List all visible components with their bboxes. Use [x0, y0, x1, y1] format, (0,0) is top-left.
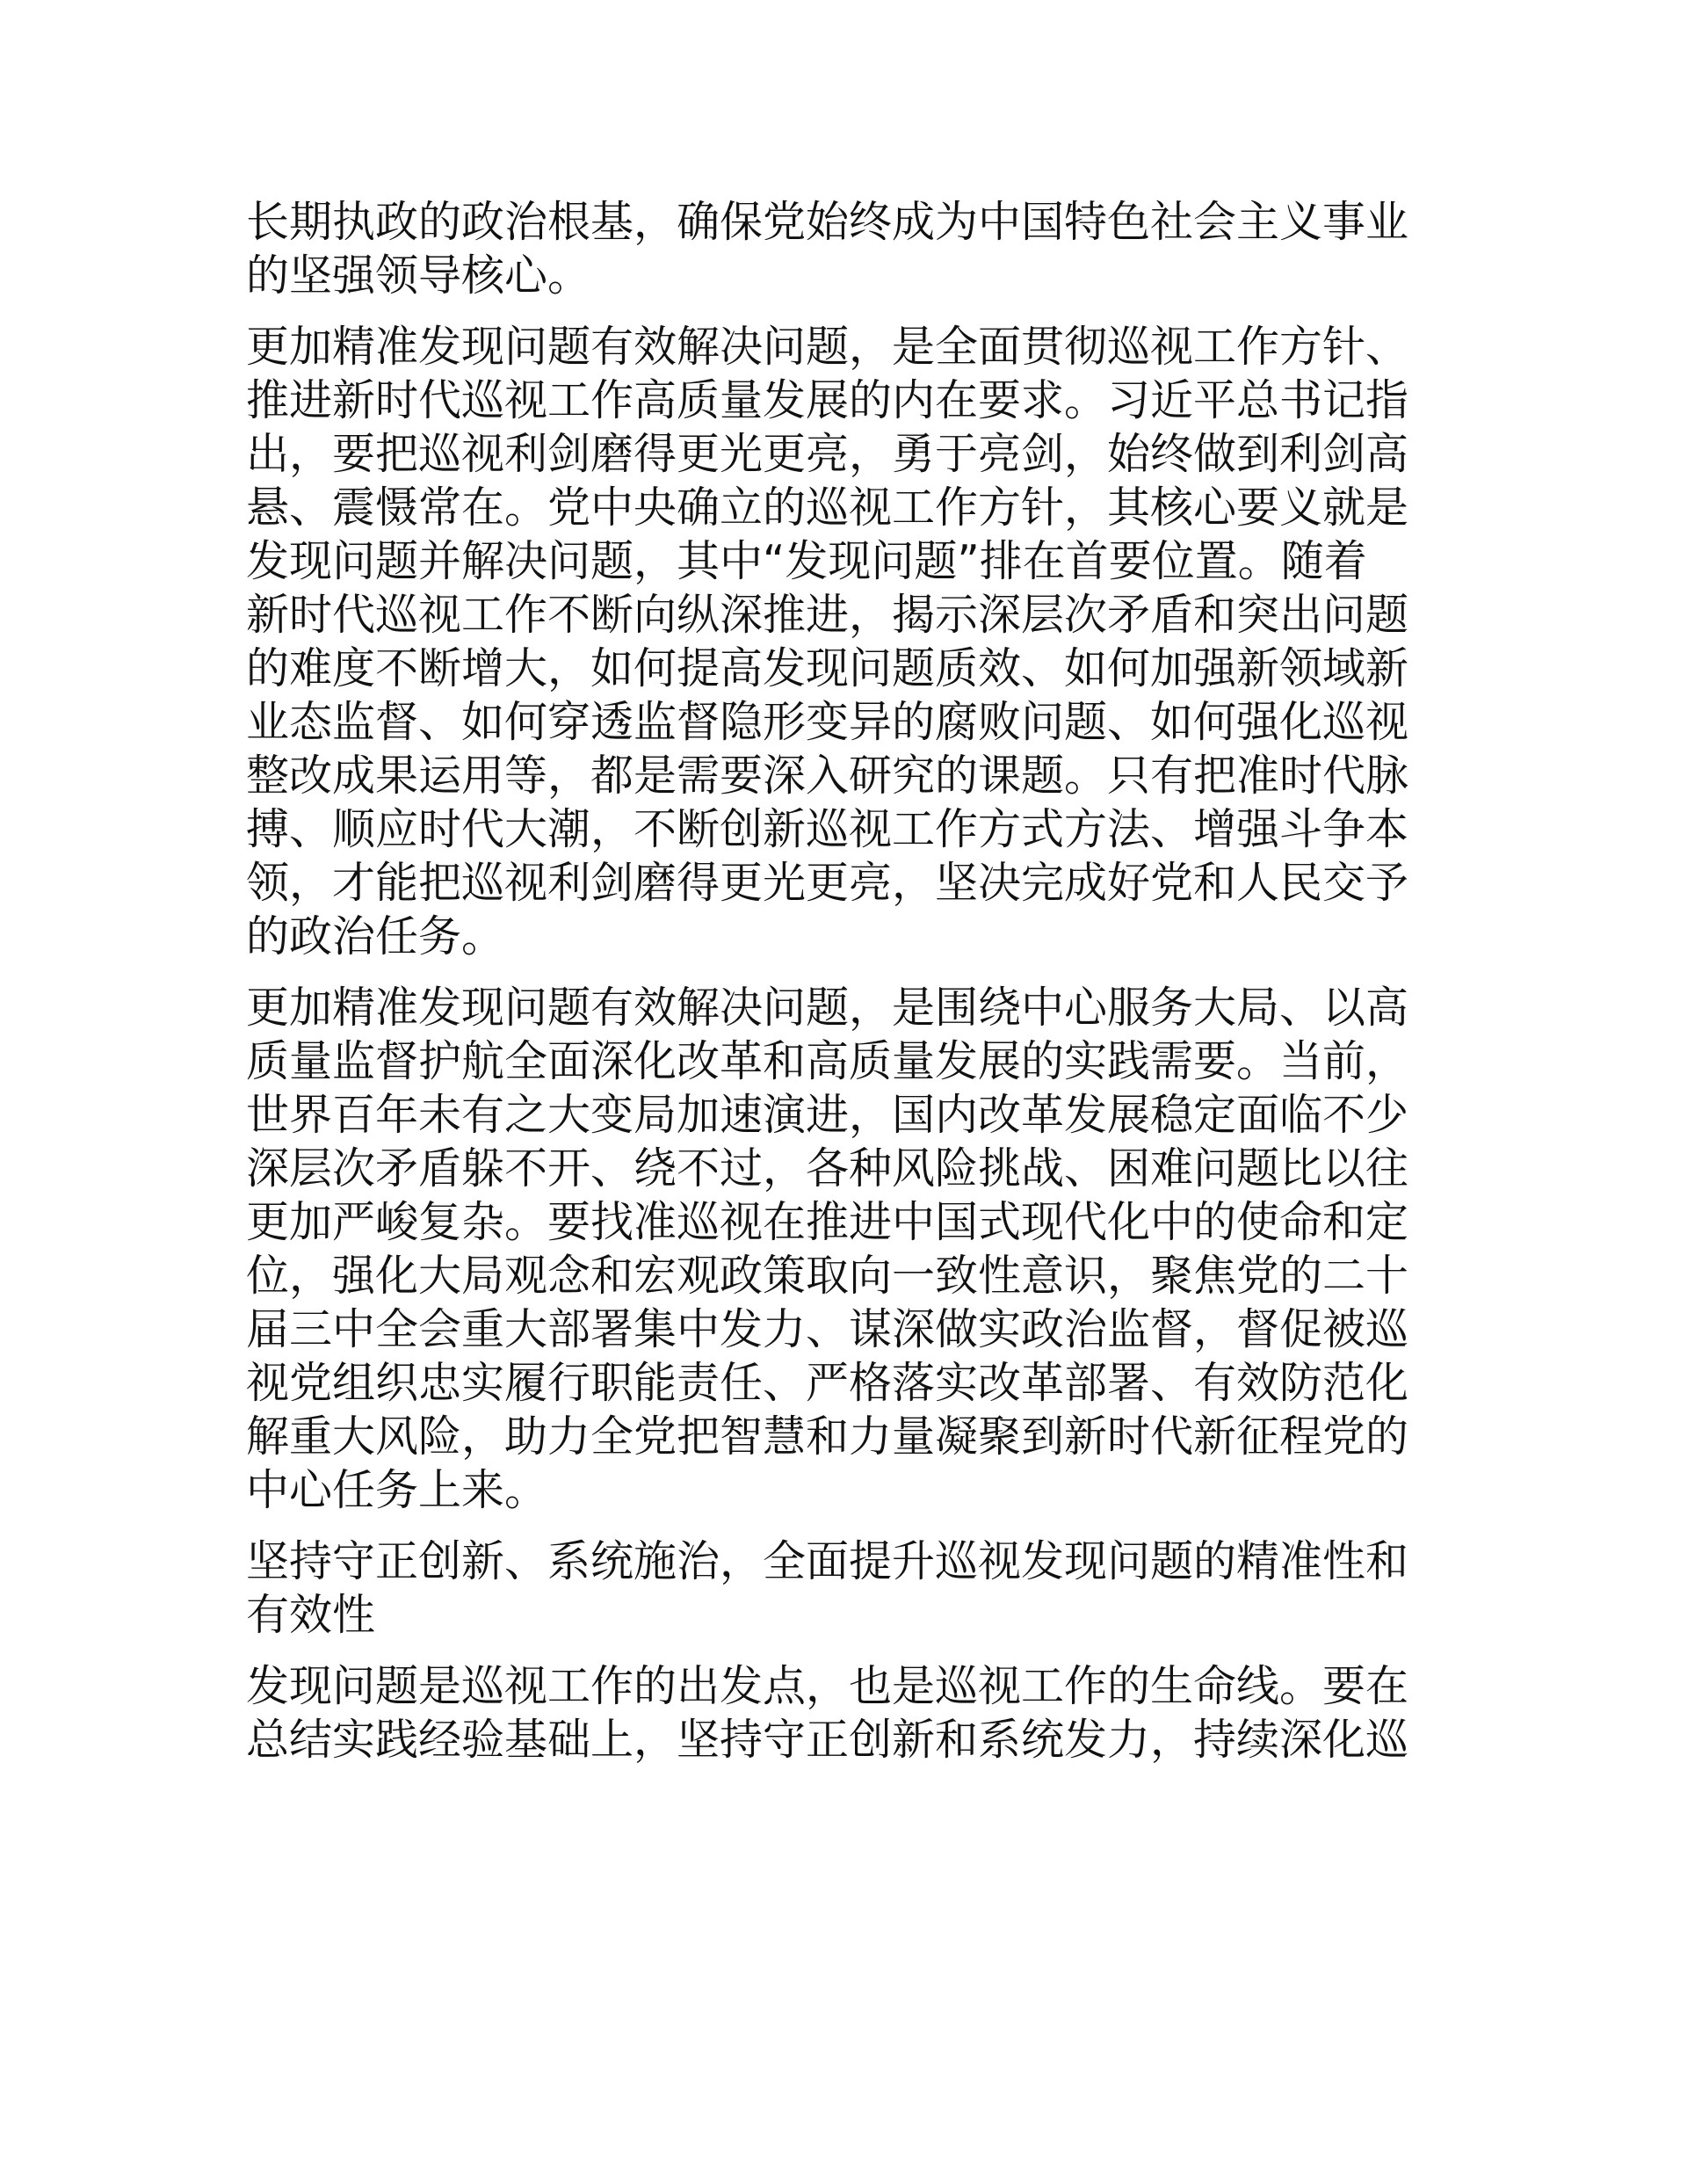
text-line: 长期执政的政治根基，确保党始终成为中国特色社会主义事业: [246, 197, 1409, 247]
text-line: 更加精准发现问题有效解决问题，是围绕中心服务大局、以高: [246, 983, 1409, 1033]
text-line: 搏、顺应时代大潮，不断创新巡视工作方式方法、增强斗争本: [246, 804, 1409, 854]
text-line: 发现问题是巡视工作的出发点，也是巡视工作的生命线。要在: [246, 1661, 1409, 1711]
text-line: 位，强化大局观念和宏观政策取向一致性意识，聚焦党的二十: [246, 1251, 1409, 1301]
text-line: 深层次矛盾躲不开、绕不过，各种风险挑战、困难问题比以往: [246, 1143, 1409, 1194]
text-line: 中心任务上来。: [246, 1465, 548, 1515]
paragraph-1: [246, 195, 1437, 302]
document-body: [246, 195, 1437, 1784]
text-line: 悬、震慑常在。党中央确立的巡视工作方针，其核心要义就是: [246, 483, 1409, 533]
text-line: 质量监督护航全面深化改革和高质量发展的实践需要。当前，: [246, 1036, 1409, 1086]
text-line: 有效性: [246, 1590, 376, 1640]
text-line: 领，才能把巡视利剑磨得更光更亮，坚决完成好党和人民交予: [246, 858, 1409, 908]
text-line: 出，要把巡视利剑磨得更光更亮，勇于亮剑，始终做到利剑高: [246, 429, 1409, 479]
text-line: 新时代巡视工作不断向纵深推进，揭示深层次矛盾和突出问题: [246, 590, 1409, 640]
text-line: 整改成果运用等，都是需要深入研究的课题。只有把准时代脉: [246, 751, 1409, 801]
text-line: 推进新时代巡视工作高质量发展的内在要求。习近平总书记指: [246, 375, 1409, 425]
text-line: 届三中全会重大部署集中发力、谋深做实政治监督，督促被巡: [246, 1304, 1409, 1354]
text-line: 发现问题并解决问题，其中“发现问题”排在首要位置。随着: [246, 536, 1367, 586]
text-line: 坚持守正创新、系统施治，全面提升巡视发现问题的精准性和: [246, 1536, 1409, 1586]
text-line: 更加严峻复杂。要找准巡视在推进中国式现代化中的使命和定: [246, 1197, 1409, 1247]
text-line: 解重大风险，助力全党把智慧和力量凝聚到新时代新征程党的: [246, 1411, 1409, 1462]
text-line: 更加精准发现问题有效解决问题，是全面贯彻巡视工作方针、: [246, 322, 1409, 372]
text-line: 视党组织忠实履行职能责任、严格落实改革部署、有效防范化: [246, 1358, 1409, 1408]
paragraph-5: [246, 1659, 1437, 1767]
text-line: 的政治任务。: [246, 911, 505, 961]
text-line: 的坚强领导核心。: [246, 250, 591, 301]
paragraph-3: [246, 981, 1437, 1517]
text-line: 业态监督、如何穿透监督隐形变异的腐败问题、如何强化巡视: [246, 697, 1409, 747]
text-line: 世界百年未有之大变局加速演进，国内改革发展稳定面临不少: [246, 1090, 1409, 1140]
text-line: 的难度不断增大，如何提高发现问题质效、如何加强新领域新: [246, 643, 1409, 693]
text-line: 总结实践经验基础上，坚持守正创新和系统发力，持续深化巡: [246, 1715, 1409, 1765]
paragraph-2: [246, 320, 1437, 963]
section-heading: [246, 1535, 1437, 1642]
